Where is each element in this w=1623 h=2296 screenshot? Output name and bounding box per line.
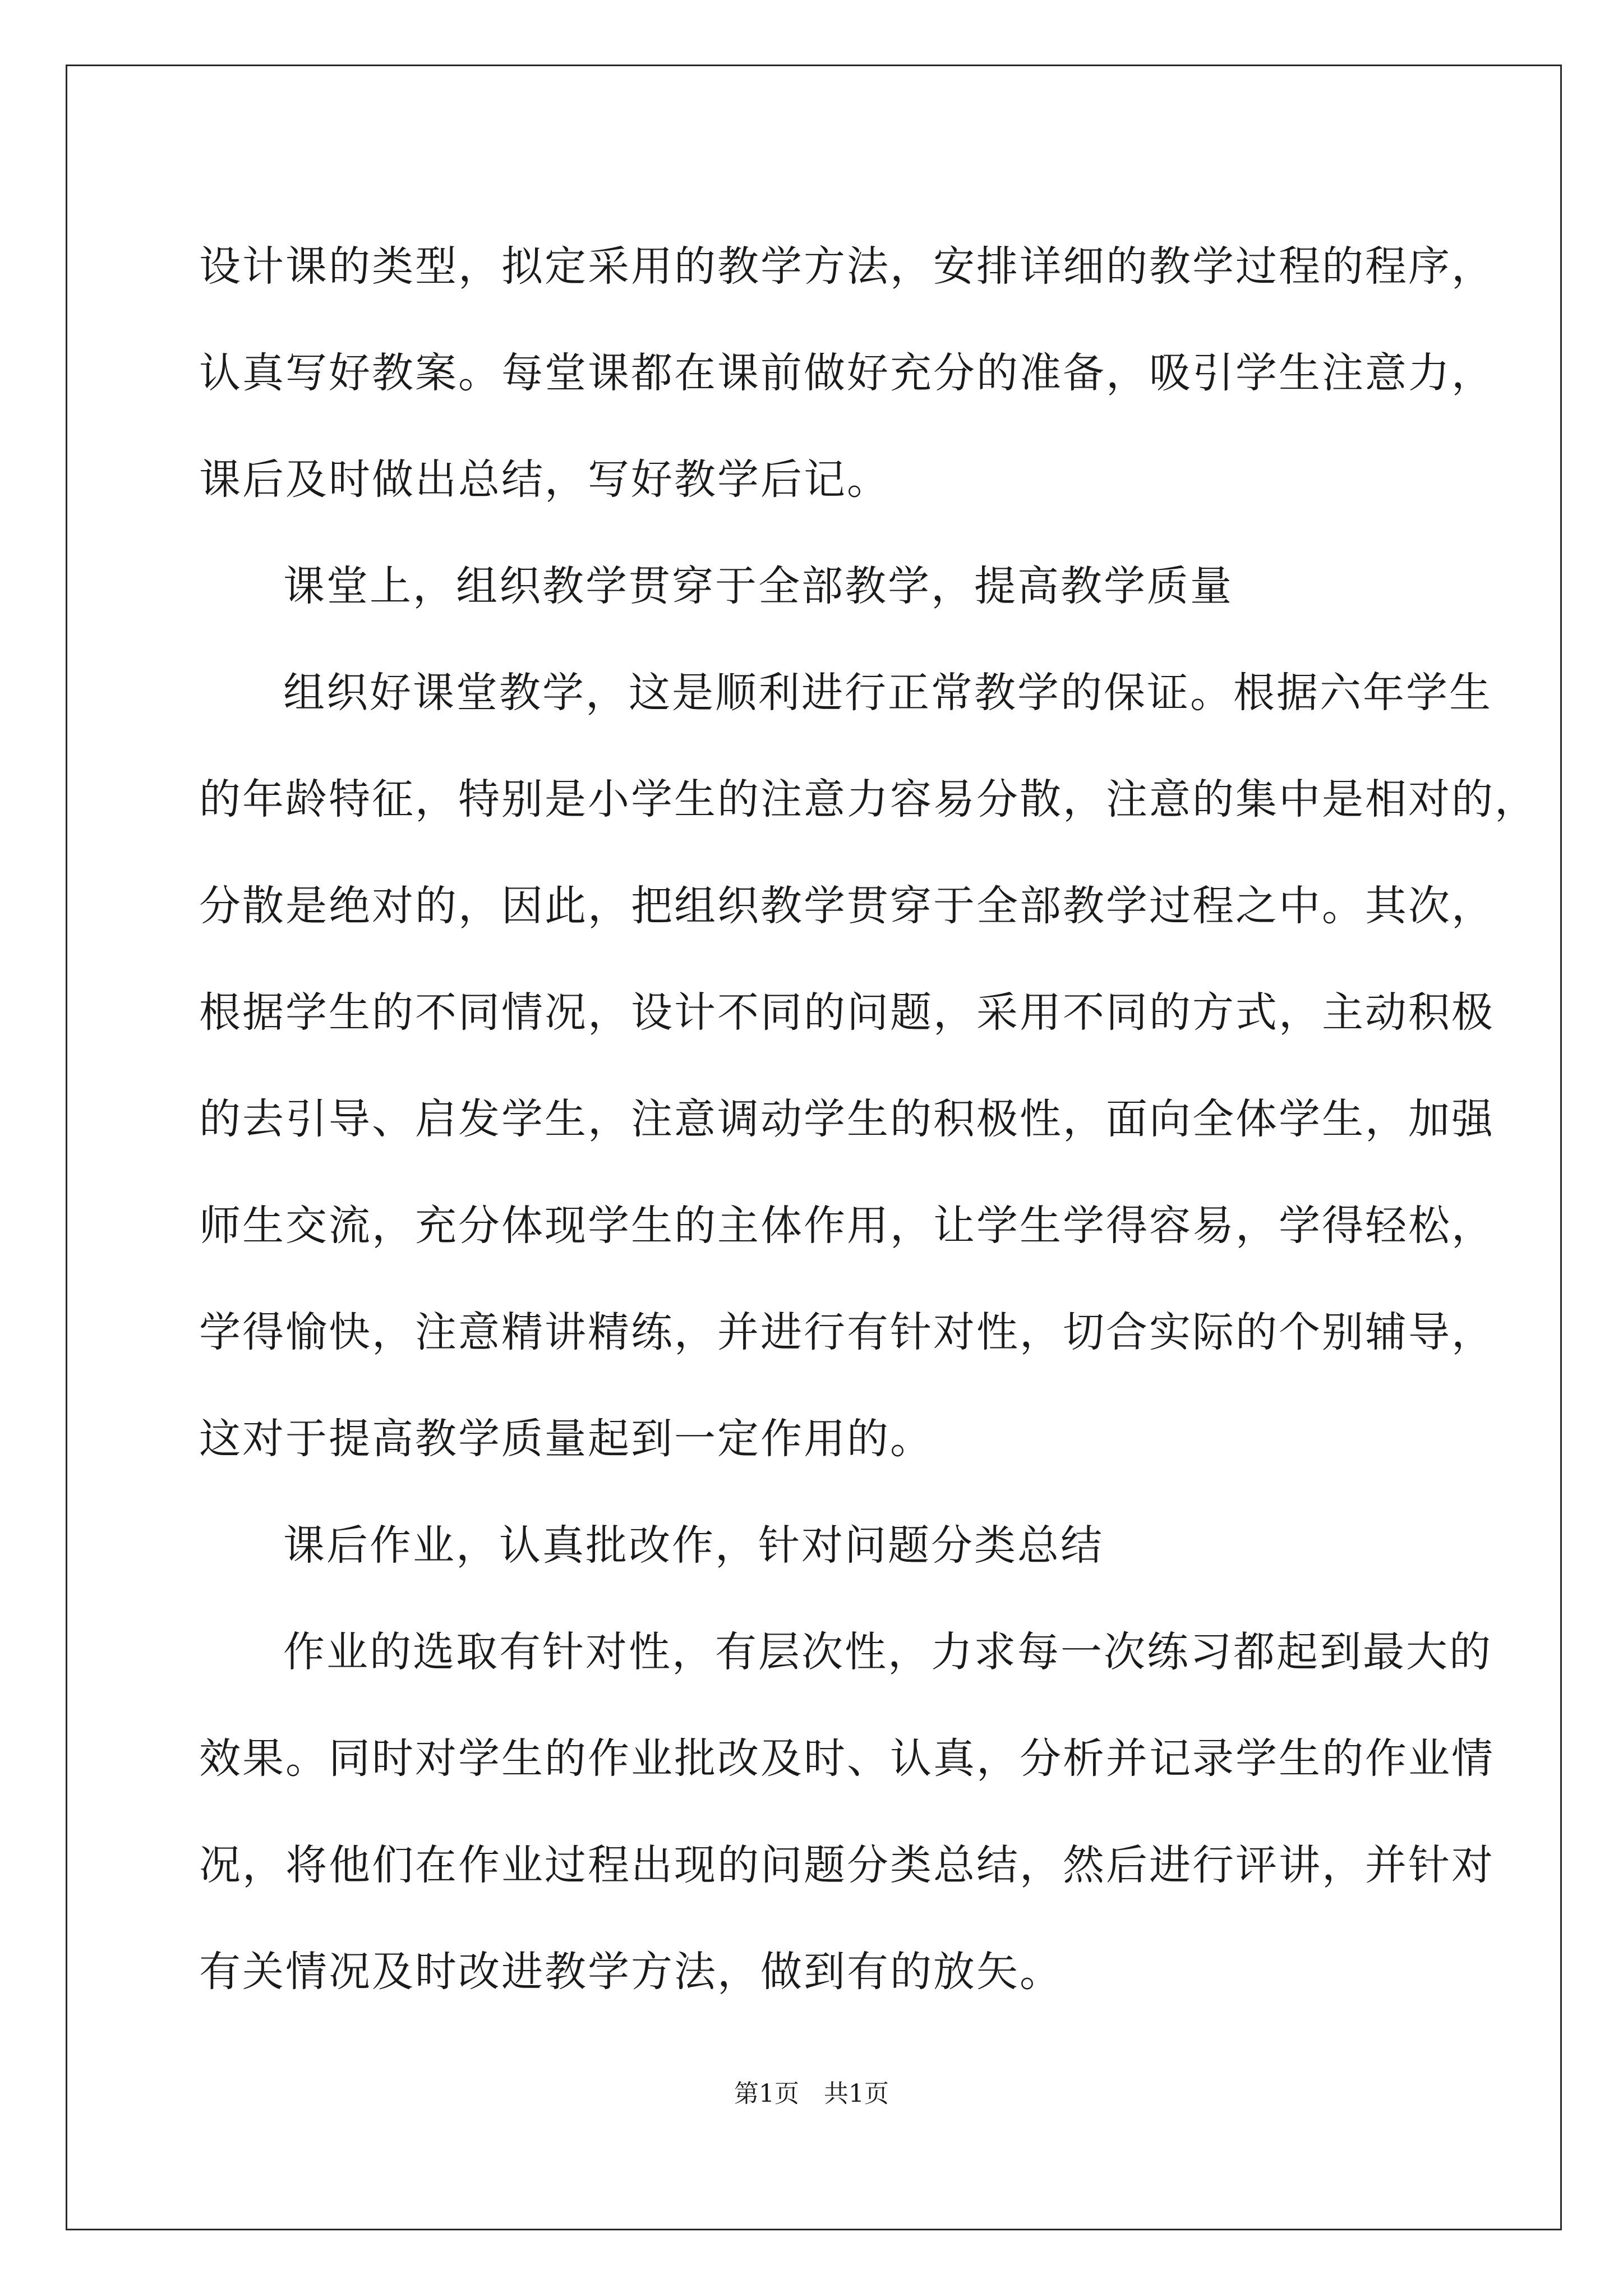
text-line: 况，将他们在作业过程出现的问题分类总结，然后进行评讲，并针对 <box>199 1841 1495 1889</box>
text-line: 作业的选取有针对性，有层次性，力求每一次练习都起到最大的 <box>283 1628 1492 1676</box>
text-line: 师生交流，充分体现学生的主体作用，让学生学得容易，学得轻松， <box>199 1202 1495 1250</box>
document-body <box>199 213 1538 2025</box>
text-line: 有关情况及时改进教学方法，做到有的放矢。 <box>199 1948 1063 1996</box>
section-heading-homework <box>199 1492 1433 1599</box>
text-line: 学得愉快，注意精讲精练，并进行有针对性，切合实际的个别辅导， <box>199 1308 1495 1356</box>
text-line: 的去引导、启发学生，注意调动学生的积极性，面向全体学生，加强 <box>199 1095 1495 1143</box>
text-line: 根据学生的不同情况，设计不同的问题，采用不同的方式，主动积极 <box>199 988 1495 1037</box>
text-line: 课后及时做出总结，写好教学后记。 <box>199 455 890 504</box>
page-number-footer: 第1页 共1页 <box>734 2079 889 2108</box>
text-line: 课后作业，认真批改作，针对问题分类总结 <box>283 1521 1104 1570</box>
text-line: 组织好课堂教学，这是顺利进行正常教学的保证。根据六年学生 <box>283 669 1492 717</box>
text-line: 认真写好教案。每堂课都在课前做好充分的准备，吸引学生注意力， <box>199 349 1495 397</box>
text-line: 效果。同时对学生的作业批改及时、认真，分析并记录学生的作业情 <box>199 1734 1495 1783</box>
paragraph-5 <box>199 1599 1495 2025</box>
text-line: 设计课的类型，拟定采用的教学方法，安排详细的教学过程的程序， <box>199 242 1495 291</box>
text-line: 的年龄特征，特别是小学生的注意力容易分散，注意的集中是相对的， <box>199 775 1538 823</box>
paragraph-1 <box>199 213 1495 533</box>
text-line: 这对于提高教学质量起到一定作用的。 <box>199 1415 933 1463</box>
section-heading-classroom <box>199 533 1433 639</box>
text-line: 课堂上，组织教学贯穿于全部教学，提高教学质量 <box>283 562 1233 610</box>
paragraph-3 <box>199 639 1538 1492</box>
text-line: 分散是绝对的，因此，把组织教学贯穿于全部教学过程之中。其次， <box>199 882 1495 930</box>
